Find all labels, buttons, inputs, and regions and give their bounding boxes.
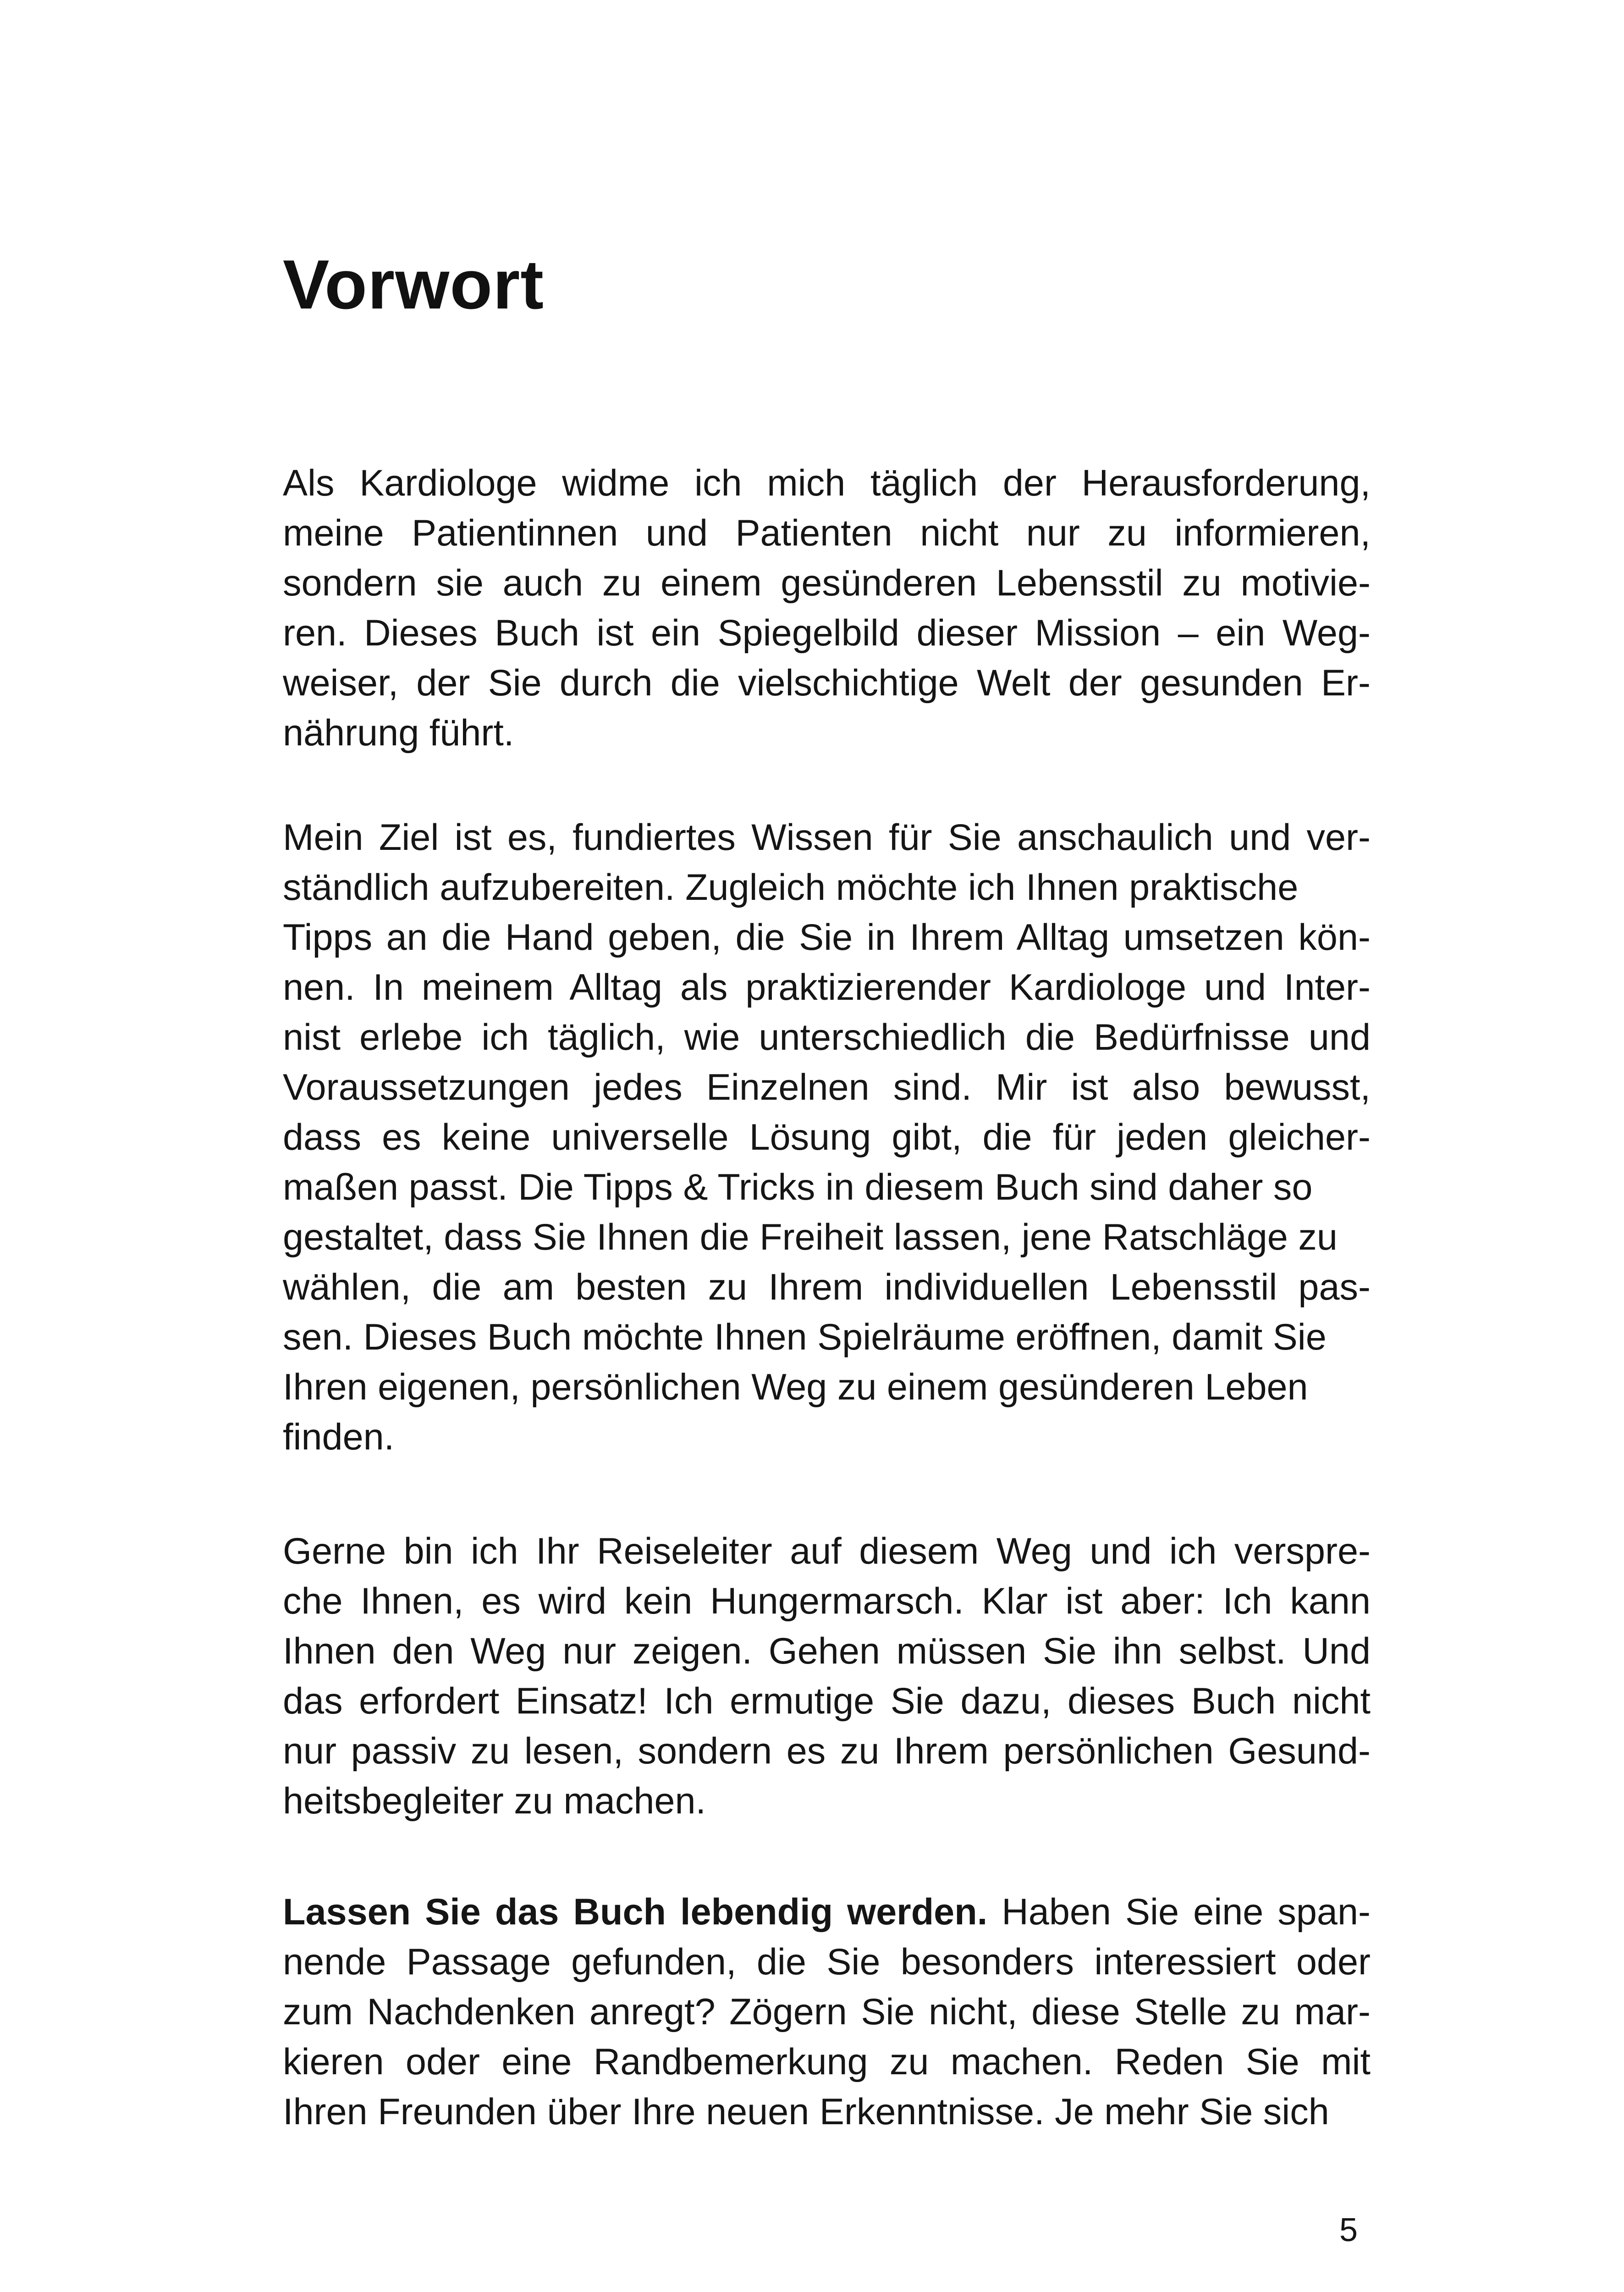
- text-line: zum Nachdenken anregt? Zögern Sie nicht, diese Stelle zu mar-: [283, 1991, 1371, 2033]
- text-line: Tipps an die Hand geben, die Sie in Ihrem Alltag umsetzen kön-: [283, 917, 1371, 958]
- text-line: weiser, der Sie durch die vielschichtige Welt der gesunden Er-: [283, 662, 1371, 704]
- text-line: dass es keine universelle Lösung gibt, die für jeden gleicher-: [283, 1117, 1371, 1158]
- text-line: ständlich aufzubereiten. Zugleich möchte ich Ihnen praktische: [283, 867, 1299, 908]
- chapter-title: Vorwort: [283, 246, 544, 324]
- text-line: finden.: [283, 1416, 395, 1458]
- text-line: nährung führt.: [283, 712, 514, 754]
- text-line: che Ihnen, es wird kein Hungermarsch. Klar ist aber: Ich kann: [283, 1581, 1371, 1622]
- text-line: nist erlebe ich täglich, wie unterschiedlich die Bedürfnisse und: [283, 1017, 1371, 1058]
- text-line: sondern sie auch zu einem gesünderen Lebensstil zu motivie-: [283, 562, 1371, 604]
- text-line: gestaltet, dass Sie Ihnen die Freiheit lassen, jene Ratschläge zu: [283, 1217, 1338, 1258]
- text-line: ren. Dieses Buch ist ein Spiegelbild dieser Mission – ein Weg-: [283, 612, 1371, 654]
- text-line: nende Passage gefunden, die Sie besonders interessiert oder: [283, 1941, 1371, 1983]
- text-line: meine Patientinnen und Patienten nicht nur zu informieren,: [283, 512, 1371, 554]
- text-line: Voraussetzungen jedes Einzelnen sind. Mir ist also bewusst,: [283, 1067, 1371, 1108]
- text-line: Als Kardiologe widme ich mich täglich der Herausforderung,: [283, 463, 1371, 504]
- text-line: Mein Ziel ist es, fundiertes Wissen für Sie anschaulich und ver-: [283, 817, 1371, 858]
- paragraph-4: [283, 1887, 1371, 2137]
- text-line: nen. In meinem Alltag als praktizierender Kardiologe und Inter-: [283, 967, 1371, 1008]
- paragraph-1: [283, 458, 1371, 758]
- page-number: 5: [1339, 2212, 1358, 2248]
- paragraph-3: [283, 1526, 1371, 1826]
- text-line: das erfordert Einsatz! Ich ermutige Sie dazu, dieses Buch nicht: [283, 1680, 1371, 1722]
- text-line: maßen passt. Die Tipps & Tricks in diesem Buch sind daher so: [283, 1167, 1313, 1208]
- bold-lead: Lassen Sie das Buch lebendig werden.: [283, 1891, 988, 1933]
- text-line: Ihnen den Weg nur zeigen. Gehen müssen Sie ihn selbst. Und: [283, 1631, 1371, 1672]
- text-line-rest: Haben Sie eine span-: [987, 1891, 1371, 1933]
- text-line: sen. Dieses Buch möchte Ihnen Spielräume eröffnen, damit Sie: [283, 1317, 1327, 1358]
- text-line: Ihren eigenen, persönlichen Weg zu einem gesünderen Leben: [283, 1366, 1308, 1408]
- text-line: kieren oder eine Randbemerkung zu machen. Reden Sie mit: [283, 2041, 1371, 2083]
- text-line-with-bold-lead: [283, 1887, 1371, 1937]
- text-line: wählen, die am besten zu Ihrem individuellen Lebensstil pas-: [283, 1267, 1371, 1308]
- text-line: nur passiv zu lesen, sondern es zu Ihrem persönlichen Gesund-: [283, 1730, 1371, 1772]
- paragraph-2: [283, 813, 1371, 1462]
- text-line: heitsbegleiter zu machen.: [283, 1780, 706, 1822]
- text-line: Gerne bin ich Ihr Reiseleiter auf diesem Weg und ich verspre-: [283, 1531, 1371, 1572]
- text-line: Ihren Freunden über Ihre neuen Erkenntnisse. Je mehr Sie sich: [283, 2091, 1329, 2132]
